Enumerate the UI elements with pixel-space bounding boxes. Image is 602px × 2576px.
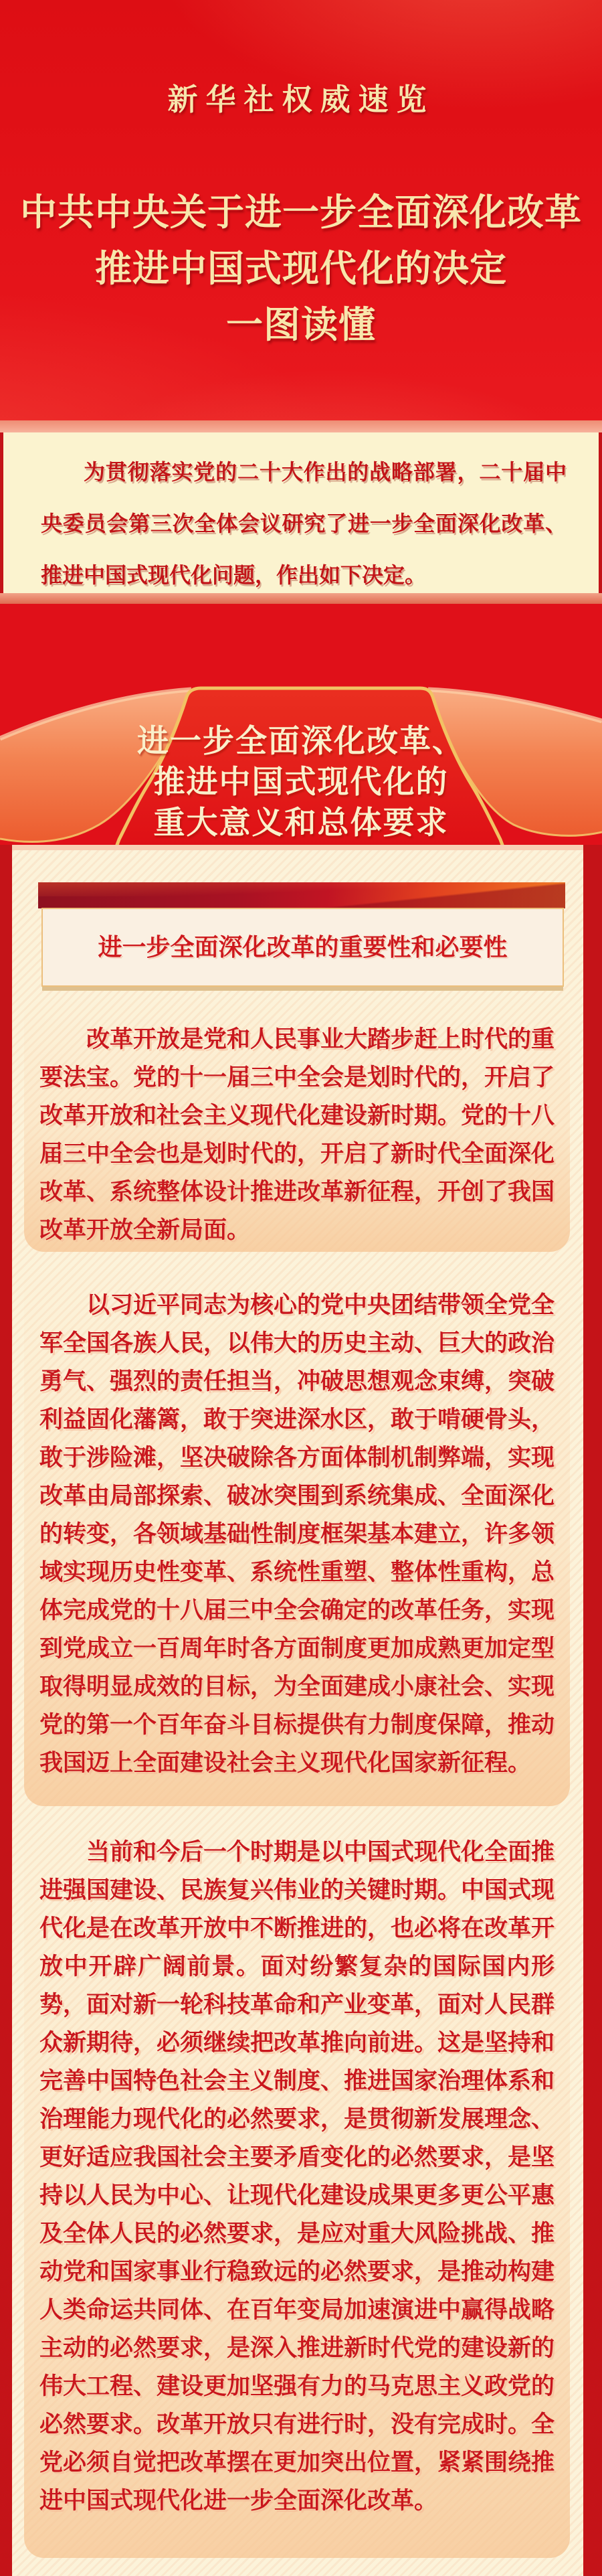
intro-text: 为贯彻落实党的二十大作出的战略部署，二十届中央委员会第三次全体会议研究了进一步全面深化改革、推进中国式现代化问题，作出如下决定。 (41, 460, 567, 587)
paragraph-block-3 (24, 1822, 570, 2558)
paragraph-3: 当前和今后一个时期是以中国式现代化全面推进强国建设、民族复兴伟业的关键时期。中国式现代化是在改革开放中不断推进的，也必将在改革开放中开辟广阔前景。面对纷繁复杂的国际国内形势，面对新一轮科技革命和产业变革，面对人民群众新期待，必须继续把改革推向前进。这是坚持和完善中国特色社会主义制度、推进国家治理体系和治理能力现代化的必然要求，是贯彻新发展理念、更好适应我国社会主要矛盾变化的必然要求，是坚持以人民为中心、让现代化建设成果更多更公平惠及全体人民的必然要求，是应对重大风险挑战、推动党和国家事业行稳致远的必然要求，是推动构建人类命运共同体、在百年变局加速演进中赢得战略主动的必然要求，是深入推进新时代党的建设新的伟大工程、建设更加坚强有力的马克思主义政党的必然要求。改革开放只有进行时，没有完成时。全党必须自觉把改革摆在更加突出位置，紧紧围绕推进中国式现代化进一步全面深化改革。 (39, 1839, 555, 2514)
masthead-brand: 新华社权威速览 (167, 83, 435, 116)
banner-line-1: 进一步全面深化改革、 (137, 724, 465, 759)
paragraph-1: 改革开放是党和人民事业大踏步赶上时代的重要法宝。党的十一届三中全会是划时代的，开启了改革开放和社会主义现代化建设新时期。党的十八届三中全会也是划时代的，开启了新时代全面深化改革、系统整体设计推进改革新征程，开创了我国改革开放全新局面。 (39, 1026, 555, 1243)
salmon-divider-top (0, 420, 602, 432)
paragraph-block-2 (24, 1260, 570, 1806)
content-card (12, 845, 583, 2576)
salmon-divider-bottom (0, 593, 602, 604)
chapter-banner-title (0, 722, 602, 844)
chapter-banner (0, 604, 602, 845)
title-line-2: 推进中国式现代化的决定 (94, 248, 507, 289)
banner-line-2: 推进中国式现代化的 (153, 765, 449, 800)
title-line-1: 中共中央关于进一步全面深化改革 (19, 192, 582, 233)
title-line-3: 一图读懂 (225, 305, 376, 345)
paragraph-block-1 (24, 996, 570, 1252)
header-banner (0, 0, 602, 420)
section-heading-ribbon (38, 882, 565, 908)
section-heading: 进一步全面深化改革的重要性和必要性 (98, 934, 508, 961)
banner-line-3: 重大意义和总体要求 (153, 806, 449, 841)
intro-box (3, 432, 599, 593)
section-heading-box (41, 908, 564, 987)
paragraph-2: 以习近平同志为核心的党中央团结带领全党全军全国各族人民，以伟大的历史主动、巨大的政治勇气、强烈的责任担当，冲破思想观念束缚，突破利益固化藩篱，敢于突进深水区，敢于啃硬骨头，敢于涉险滩，坚决破除各方面体制机制弊端，实现改革由局部探索、破冰突围到系统集成、全面深化的转变，各领域基础性制度框架基本建立，许多领域实现历史性变革、系统性重塑、整体性重构，总体完成党的十八届三中全会确定的改革任务，实现到党成立一百周年时各方面制度更加成熟更加定型取得明显成效的目标，为全面建成小康社会、实现党的第一个百年奋斗目标提供有力制度保障，推动我国迈上全面建设社会主义现代化国家新征程。 (39, 1292, 555, 1776)
page-title (0, 185, 602, 353)
